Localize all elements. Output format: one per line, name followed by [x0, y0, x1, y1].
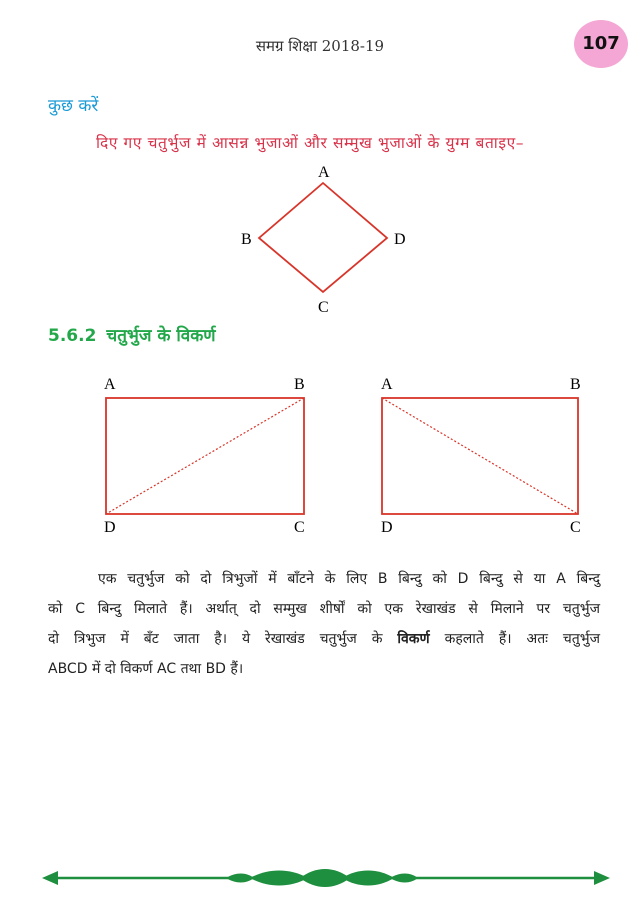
right-rect-label-b: B — [570, 376, 581, 393]
left-rect-label-a: A — [104, 376, 116, 393]
section-heading — [48, 323, 226, 346]
paragraph-line-2: को C बिन्दु मिलाते हैं। अर्थात् दो सम्मुख शीर्षों को एक रेखाखंड से मिलाने पर चतुर्भुज — [48, 601, 600, 617]
paragraph-line-4: ABCD में दो विकर्ण AC तथा BD हैं। — [48, 661, 244, 677]
decorative-border — [42, 869, 610, 887]
right-rect-label-c: C — [570, 519, 581, 536]
paragraph-line-3 — [48, 624, 600, 654]
left-rect-label-b: B — [294, 376, 305, 393]
right-rect-label-a: A — [381, 376, 393, 393]
rhombus-label-b: B — [241, 231, 252, 248]
section-number: 5.6.2 — [48, 326, 97, 346]
paragraph-line-3-post: कहलाते हैं। अतः चतुर्भुज — [444, 631, 601, 647]
paragraph-line-3-pre: दो त्रिभुज में बँट जाता है। ये रेखाखंड चतुर्भुज के — [48, 631, 383, 647]
section-title: चतुर्भुज के विकर्ण — [106, 326, 216, 346]
right-rect-label-d: D — [381, 519, 393, 536]
right-diagonal-ac — [382, 398, 578, 514]
explanation-paragraph — [48, 564, 600, 684]
left-diagonal-bd — [106, 398, 304, 514]
rhombus-label-a: A — [318, 164, 330, 181]
activity-instruction: दिए गए चतुर्भुज में आसन्न भुजाओं और सम्मुख भुजाओं के युग्म बताइए– — [96, 134, 525, 152]
rhombus-label-c: C — [318, 299, 329, 316]
page-header-title: समग्र शिक्षा 2018-19 — [255, 37, 385, 55]
rhombus-shape — [259, 183, 387, 292]
paragraph-line-1: एक चतुर्भुज को दो त्रिभुजों में बाँटने के लिए B बिन्दु को D बिन्दु से या A बिन्दु — [98, 571, 600, 587]
rhombus-label-d: D — [394, 231, 406, 248]
term-diagonal-bold: विकर्ण — [397, 631, 430, 647]
left-rect-label-d: D — [104, 519, 116, 536]
activity-heading: कुछ करें — [48, 96, 99, 116]
left-rect-label-c: C — [294, 519, 305, 536]
page-number-badge: 107 — [574, 20, 628, 68]
